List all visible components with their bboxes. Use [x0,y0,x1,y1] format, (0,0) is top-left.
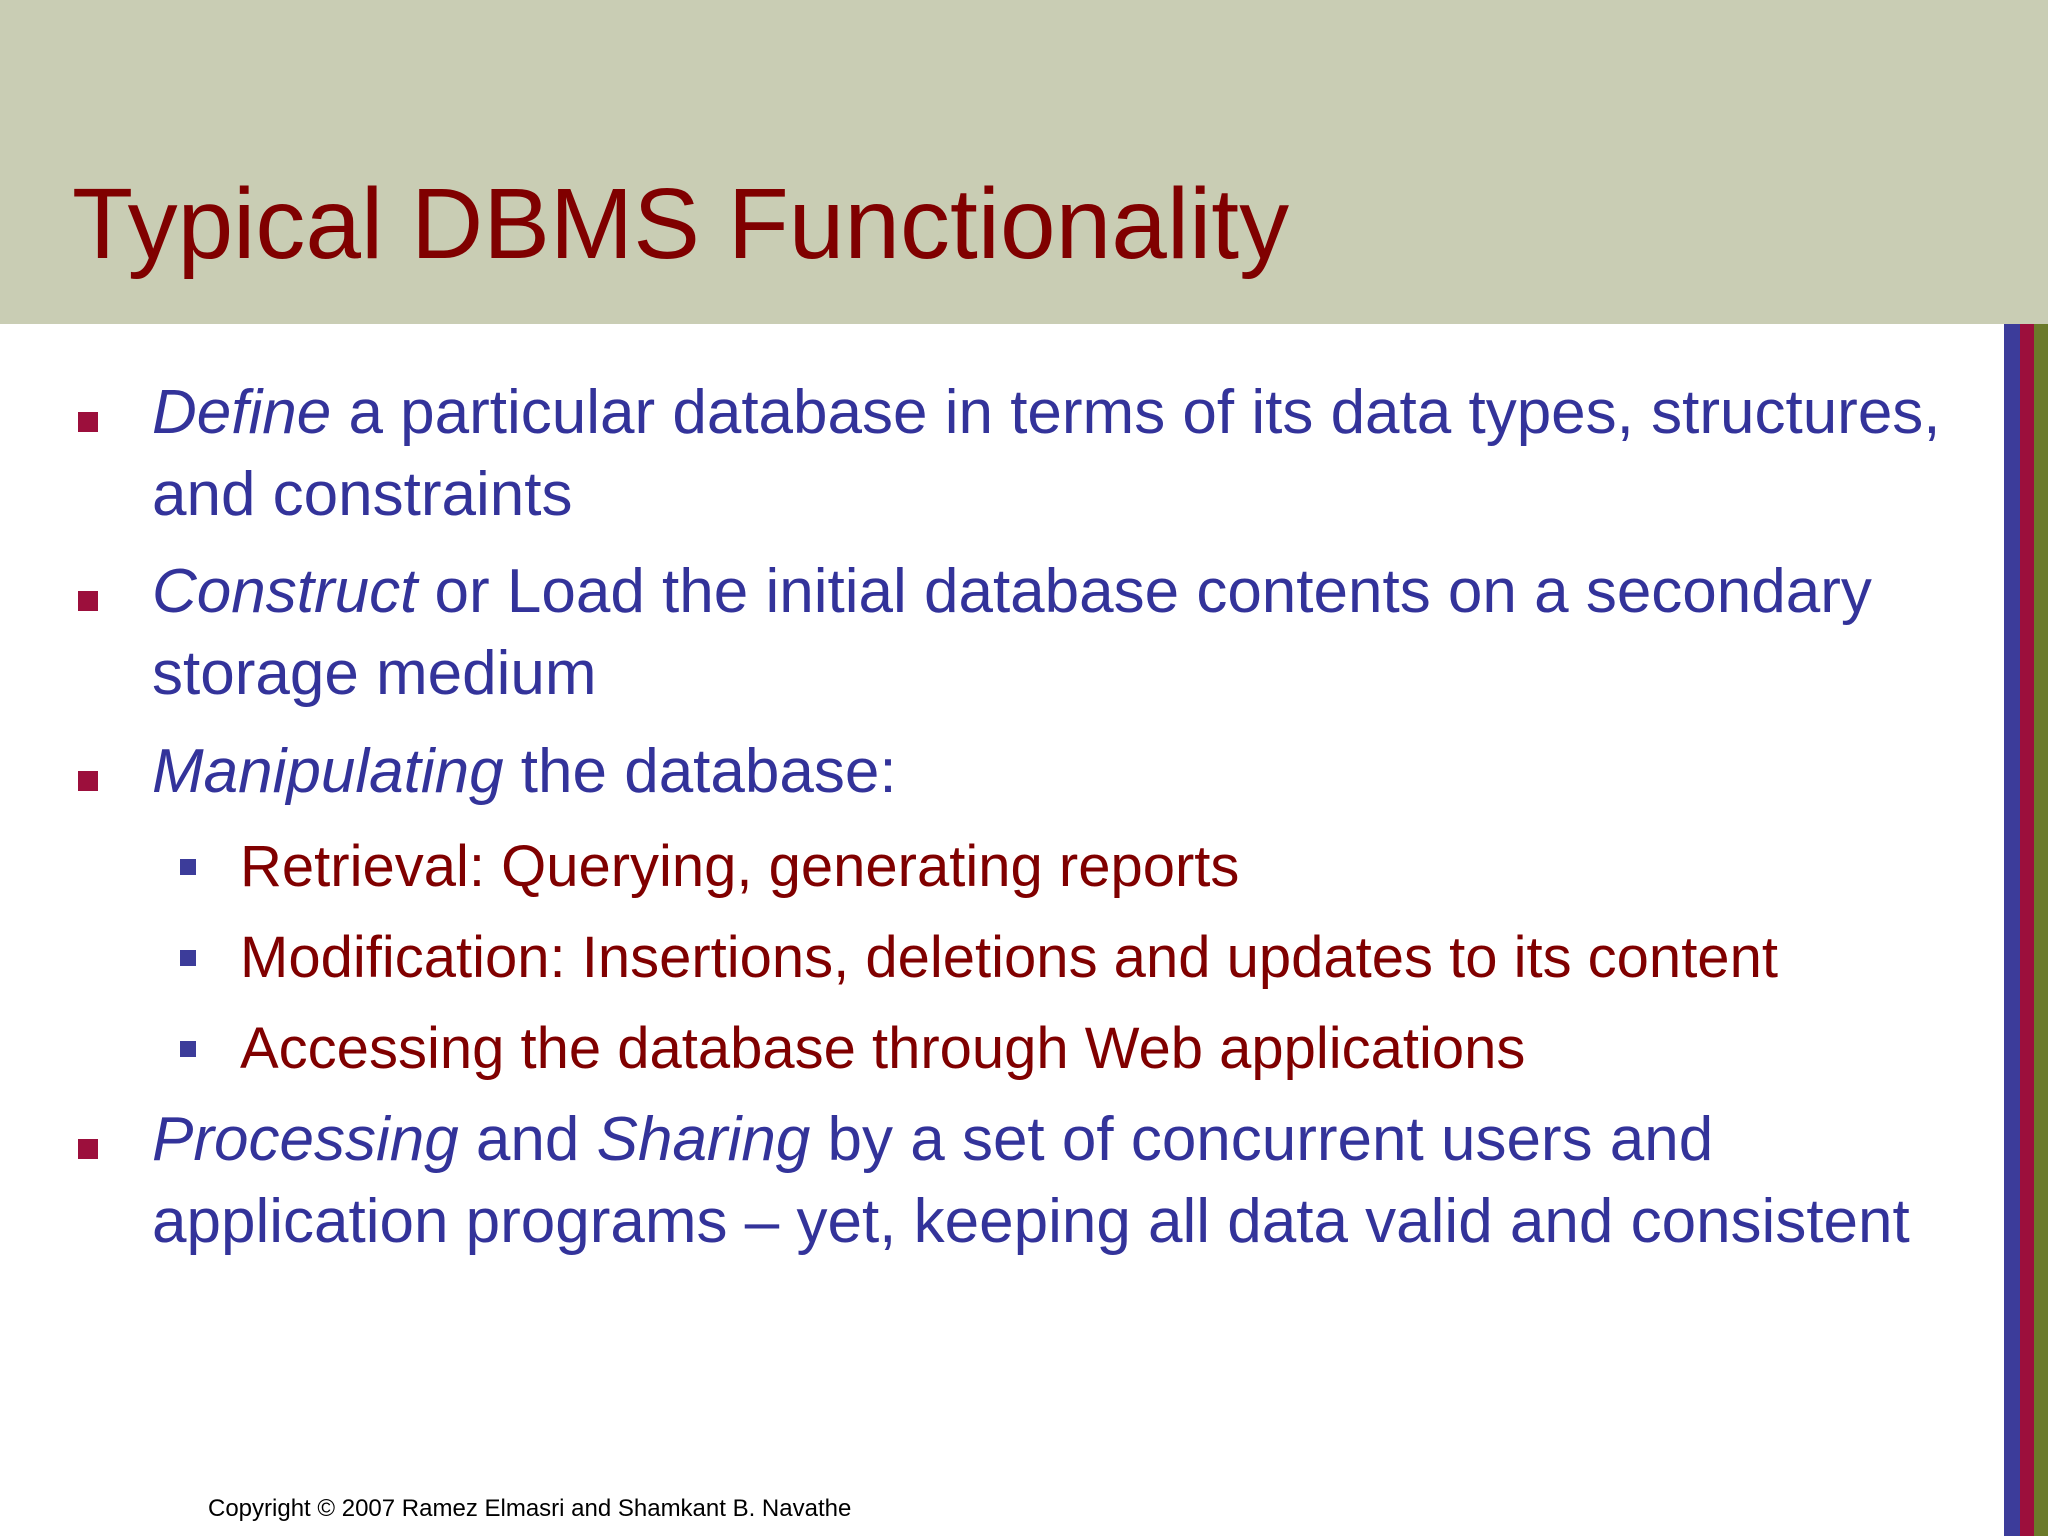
slide-title: Typical DBMS Functionality [72,168,1290,280]
bullet-emphasis-sharing: Sharing [596,1105,811,1174]
bullet-emphasis: Define [152,378,332,447]
bullet-text [152,731,1952,813]
bullet-rest: or Load the initial database contents on a secondary storage medium [152,557,1872,708]
small-square-bullet-icon [180,1041,196,1057]
side-bar-red [2020,324,2034,1536]
sub-bullet-modification: Modification: Insertions, deletions and updates to its content [240,925,1778,990]
copyright-footer: Copyright © 2007 Ramez Elmasri and Shamkant B. Navathe [208,1495,852,1522]
bullet-emphasis-processing: Processing [152,1105,459,1174]
bullet-rest: the database: [503,737,897,806]
bullet-text [152,372,1952,536]
side-bar-blue [2004,324,2020,1536]
small-square-bullet-icon [180,950,196,966]
square-bullet-icon [78,591,98,611]
bullet-emphasis: Manipulating [152,737,504,806]
square-bullet-icon [78,1139,98,1159]
bullet-rest: by a set of concurrent users and application programs – yet, keeping all data valid and consistent [152,1105,1910,1256]
bullet-text [152,1099,1952,1263]
sub-bullet-web-access: Accessing the database through Web applications [240,1016,1526,1081]
bullet-emphasis: Construct [152,557,418,626]
small-square-bullet-icon [180,859,196,875]
side-bar-olive [2034,324,2048,1536]
bullet-text [152,551,1952,715]
square-bullet-icon [78,412,98,432]
bullet-mid: and [458,1105,597,1174]
square-bullet-icon [78,771,98,791]
sub-bullet-retrieval: Retrieval: Querying, generating reports [240,834,1240,899]
bullet-rest: a particular database in terms of its data types, structures, and constraints [152,378,1941,529]
